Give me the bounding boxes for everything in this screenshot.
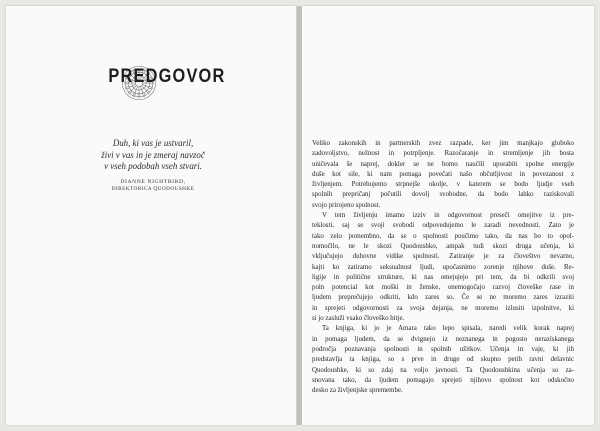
text-line: spolnih prepričanj počutili dovolj svobodne, da bodo lahko raziskovali	[312, 191, 574, 199]
text-line: uničevala še naprej, dokler se ne bomo naučili uporabiti spolne energije	[312, 160, 574, 168]
text-line: zadovoljstvo, nežnost in potrpljenje. Razočaranje in stremljenje jih bosta	[312, 150, 574, 158]
text-line: ljudem preprečujejo odkriti, kdo zares so. Če se ne moremo zares izraziti	[312, 294, 574, 302]
epigraph-line: v vseh podobah vseh stvari.	[104, 161, 202, 172]
chapter-title: PREDGOVOR	[108, 66, 226, 87]
text-line: življenjem. Potrebujemo strpnejše okolje, v katerem se bodo ljudje vseh	[312, 181, 574, 189]
text-line: si jo zasluži vsako človeško bitje.	[312, 315, 405, 323]
epigraph-line: živi v vas in je zmeraj navzoč	[101, 149, 205, 160]
text-line: snovana tako, da ljudem pomagajo sprejeti njihovo spolnost kot odskočno	[312, 376, 574, 384]
text-line: poln potencial kot moški in ženske, onemogočajo razvoj človeške rase in	[312, 284, 574, 292]
text-line: Veliko zakonskih in partnerskih zvez razpade, ker jim manjkajo globoko	[312, 140, 574, 147]
paragraph	[312, 324, 574, 396]
text-line: in pomaga ljudem, da se dvignejo iz neznanega in pogosto nerazískanega	[312, 335, 574, 343]
body-text	[312, 139, 574, 396]
epigraph-author-role: DIREKTORICA QUODOUSHKE	[111, 185, 195, 192]
text-line: vključujejo duhovne vidike spolnosti. Zatiranje je za človeštvo nevarno,	[312, 253, 574, 261]
paragraph	[312, 211, 574, 324]
text-line: desko za življenjske spremembe.	[312, 387, 403, 395]
epigraph	[34, 138, 272, 193]
text-line: duše kot sile, ki nam pomaga povečati našo občutljivost in povezanost z	[312, 170, 574, 178]
text-line: V tem življenju imamo izziv in odgovornost preseči omejitve iz pre-	[322, 212, 574, 220]
text-line: in sprejeti odgovornosti za svoja dejanja, ne moremo izlusiti izpolnitve, ki	[312, 304, 574, 312]
text-line: Quodoushke, ki so zdaj na voljo javnosti. Ta Quodoushkina učenja so za-	[312, 366, 574, 374]
paragraph	[312, 139, 574, 211]
text-line: teklosti, saj se svoji svobodi odpovedujemo le zaradi nevednosti. Zato je	[312, 222, 574, 230]
text-line: področja poznavanja spolnosti in spolnih užitkov. Učenja in vaje, ki jih	[312, 345, 574, 353]
text-line: nomočilo, ne le skozi Quodoushko, ampak tudi skozi druga učenja, ki	[312, 242, 574, 250]
text-line: ligije in politične strukture, ki nas omejujejo pri tem, da bi odkrili svoj	[312, 273, 574, 281]
epigraph-line: Duh, ki vas je ustvaril,	[112, 138, 194, 148]
text-line: Ta knjiga, ki jo je Amara tako lepo spisala, naredi velik korak naprej	[322, 325, 574, 333]
text-line: kajti ko zatiramo seksualnost ljudi, upočasnimo zorenje njihove duše. Re-	[312, 263, 574, 271]
epigraph-author: DIANNE NIGHTBIRD,	[120, 178, 186, 185]
text-line: predstavlja ta knjiga, so s prve in druge od skupno petih ravni delavnic	[312, 356, 574, 364]
text-line: tako zelo pomembno, da se o spolnosti poučimo tako, da nas bo to opol-	[312, 232, 574, 240]
text-line: svojo prirojeno spolnost.	[312, 201, 381, 209]
